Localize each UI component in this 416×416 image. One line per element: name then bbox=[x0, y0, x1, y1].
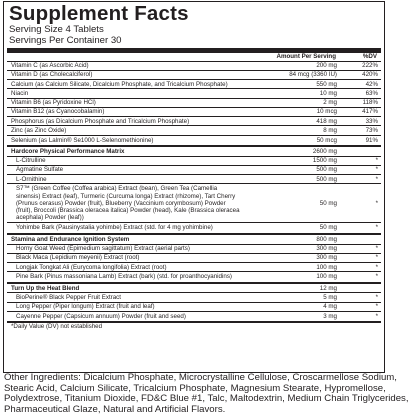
table-row: Horny Goat Weed (Epimedium sagittatum) Extract (aerial parts) 300 mg * bbox=[7, 245, 381, 254]
other-ingredients: Other Ingredients: Dicalcium Phosphate, Microcrystalline Cellulose, Croscarmellose Sodium, Stearic Acid, Calcium Silicate, Tricalcium Phosphate, Magnesium Stearate, Hypromellose, Polydextrose, Titanium Dioxide, FD&C Blue #1, Talc, Maltodextrin, Medium Chain Triglycerides, Pharmaceutical Glaze, Natural and Artificial Flavors. bbox=[4, 372, 409, 415]
blend-header-stamina: Stamina and Endurance Ignition System 800 mg bbox=[7, 235, 381, 244]
table-row: Vitamin B6 (as Pyridoxine HCl) 2 mg 118% bbox=[7, 99, 381, 108]
table-row: Calcium (as Calcium Silicate, Dicalcium Phosphate, and Tricalcium Phosphate) 550 mg 42% bbox=[7, 80, 381, 89]
table-row: Vitamin D (as Cholecalciferol) 84 mcg (3360 IU) 420% bbox=[7, 71, 381, 80]
table-row: Cayenne Pepper (Capsicum annuum) Powder (fruit and seed) 3 mg * bbox=[16, 312, 378, 320]
table-row: Selenium (as Lalmin® Se1000 L-Selenomethionine) 50 mcg 91% bbox=[11, 136, 378, 144]
table-row: L-Citrulline 1500 mg * bbox=[7, 157, 381, 166]
dv-column-label: %DV bbox=[362, 53, 377, 60]
table-row: Niacin 10 mg 63% bbox=[7, 89, 381, 98]
table-row: Long Pepper (Piper longum) Extract (fruit and leaf) 4 mg * bbox=[7, 303, 381, 312]
serving-size: Serving Size 4 Tablets bbox=[9, 24, 104, 35]
table-row: Vitamin B12 (as Cyanocobalamin) 10 mcg 417% bbox=[7, 108, 381, 117]
servings-per-container: Servings Per Container 30 bbox=[9, 35, 122, 46]
blend-header-heat: Turn Up the Heat Blend 12 mg bbox=[7, 284, 381, 293]
table-row: S7™ (Green Coffee (Coffea arabica) Extract (bean), Green Tea (Camellia sinensis) Extract (leaf), Turmeric (Curcuma longa) Extract (rhizome), Tart Cherry (Prunus cerasus) Powder (fruit), Blueberry (Vaccinium corymbosum) Powder (fruit), Broccoli (Brassica oleracea italica) Powder (head), Kale (Brassica oleracea acephala) Powder (leaf)) 50 mg * bbox=[7, 184, 381, 223]
panel-header bbox=[4, 2, 384, 46]
column-header bbox=[7, 53, 381, 62]
amount-column-label: Amount Per Serving bbox=[276, 53, 336, 60]
table-row: Yohimbe Bark (Pausinystalia yohimbe) Extract (std. for 4 mg yohimbine) 50 mg * bbox=[16, 224, 378, 232]
table-row: Agmatine Sulfate 500 mg * bbox=[7, 166, 381, 175]
table-row: Black Maca (Lepidium meyenii) Extract (root) 300 mg * bbox=[7, 254, 381, 263]
supplement-facts-panel bbox=[3, 1, 385, 373]
table-row: Vitamin C (as Ascorbic Acid) 200 mg 222% bbox=[7, 62, 381, 71]
dv-footnote: *Daily Value (DV) not established bbox=[7, 321, 381, 331]
panel-title: Supplement Facts bbox=[9, 2, 189, 25]
table-row: Longjak Tongkat Ali (Eurycoma longifolia) Extract (root) 100 mg * bbox=[7, 263, 381, 272]
table-row: Pine Bark (Pinus massoniana Lamb) Extract (bark) (std. for proanthocyanidins) 100 mg * bbox=[16, 273, 378, 281]
table-row: Phosphorus (as Dicalcium Phosphate and Tricalcium Phosphate) 418 mg 33% bbox=[7, 117, 381, 126]
table-row: Zinc (as Zinc Oxide) 8 mg 73% bbox=[7, 126, 381, 135]
nutrient-table bbox=[7, 62, 381, 322]
table-row: BioPerine® Black Pepper Fruit Extract 5 mg * bbox=[7, 293, 381, 302]
table-row: L-Ornithine 500 mg * bbox=[7, 175, 381, 184]
blend-header-hardcore: Hardcore Physical Performance Matrix 2600 mg bbox=[7, 147, 381, 156]
